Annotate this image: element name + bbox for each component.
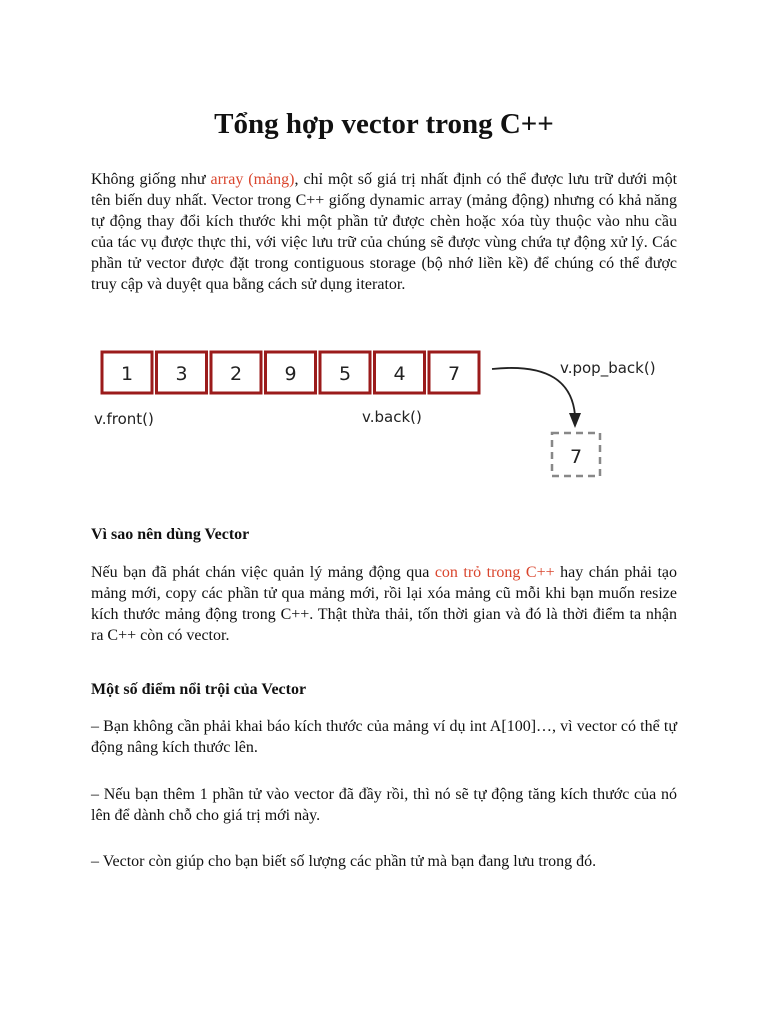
vector-element-value: 2 [229,363,243,385]
advantage-item-3: – Vector còn giúp cho bạn biết số lượng các phần tử mà bạn đang lưu trong đó. [91,853,597,870]
vector-diagram [90,343,690,483]
pointer-link[interactable]: con trỏ trong C++ [434,564,555,581]
vector-element-value: 5 [338,363,352,385]
back-label: v.back() [362,408,422,426]
intro-text-rest: , chỉ một số giá trị nhất định có thể được lưu trữ dưới một tên biến duy nhất. Vector trong C++ giống dynamic array (mảng động) nhưng có khả năng tự động thay đổi kích thước khi một phần tử được chèn hoặc xóa tùy thuộc vào nhu cầu của tác vụ được thực thi, với việc lưu trữ của chúng sẽ được vùng chứa tự động xử lý. Các phần tử vector được đặt trong contiguous storage (bộ nhớ liền kề) để chúng có thể được truy cập và duyệt qua bằng cách sử dụng iterator. [91,171,678,293]
why-paragraph [91,562,677,646]
section-heading-why: Vì sao nên dùng Vector [91,526,250,543]
intro-paragraph [91,169,677,295]
page-title: Tổng hợp vector trong C++ [214,108,554,140]
why-text-rest: hay chán phải tạo mảng mới, copy các phần tử qua mảng mới, rồi lại xóa mảng cũ mỗi khi bạn muốn resize kích thước mảng động trong C++. Thật thừa thải, tốn thời gian và đó là thời điểm ta nhận ra C++ còn có vector. [91,564,677,644]
why-text-start: Nếu bạn đã phát chán việc quản lý mảng động qua [91,564,435,581]
vector-element-value: 7 [447,363,461,385]
popped-element-value: 7 [569,446,583,468]
intro-text-start: Không giống như [91,171,211,188]
vector-element-boxes [102,352,479,393]
vector-element-value: 1 [120,363,134,385]
advantage-item-2: – Nếu bạn thêm 1 phần tử vào vector đã đầy rồi, thì nó sẽ tự động tăng kích thước của nó lên để dành chỗ cho giá trị mới này. [91,786,677,824]
vector-diagram-svg [90,343,690,483]
advantage-item-1: – Bạn không cần phải khai báo kích thước của mảng ví dụ int A[100]…, vì vector có thể tự động nâng kích thước lên. [91,718,677,756]
front-label: v.front() [94,410,154,428]
array-link[interactable]: array (mảng) [210,171,295,188]
arrow-head-icon [569,413,581,428]
section-heading-advantages: Một số điểm nổi trội của Vector [91,681,307,698]
vector-element-value: 3 [175,363,188,385]
vector-element-value: 9 [284,363,297,385]
vector-element-value: 4 [393,363,406,385]
pop-back-label: v.pop_back() [560,359,656,377]
